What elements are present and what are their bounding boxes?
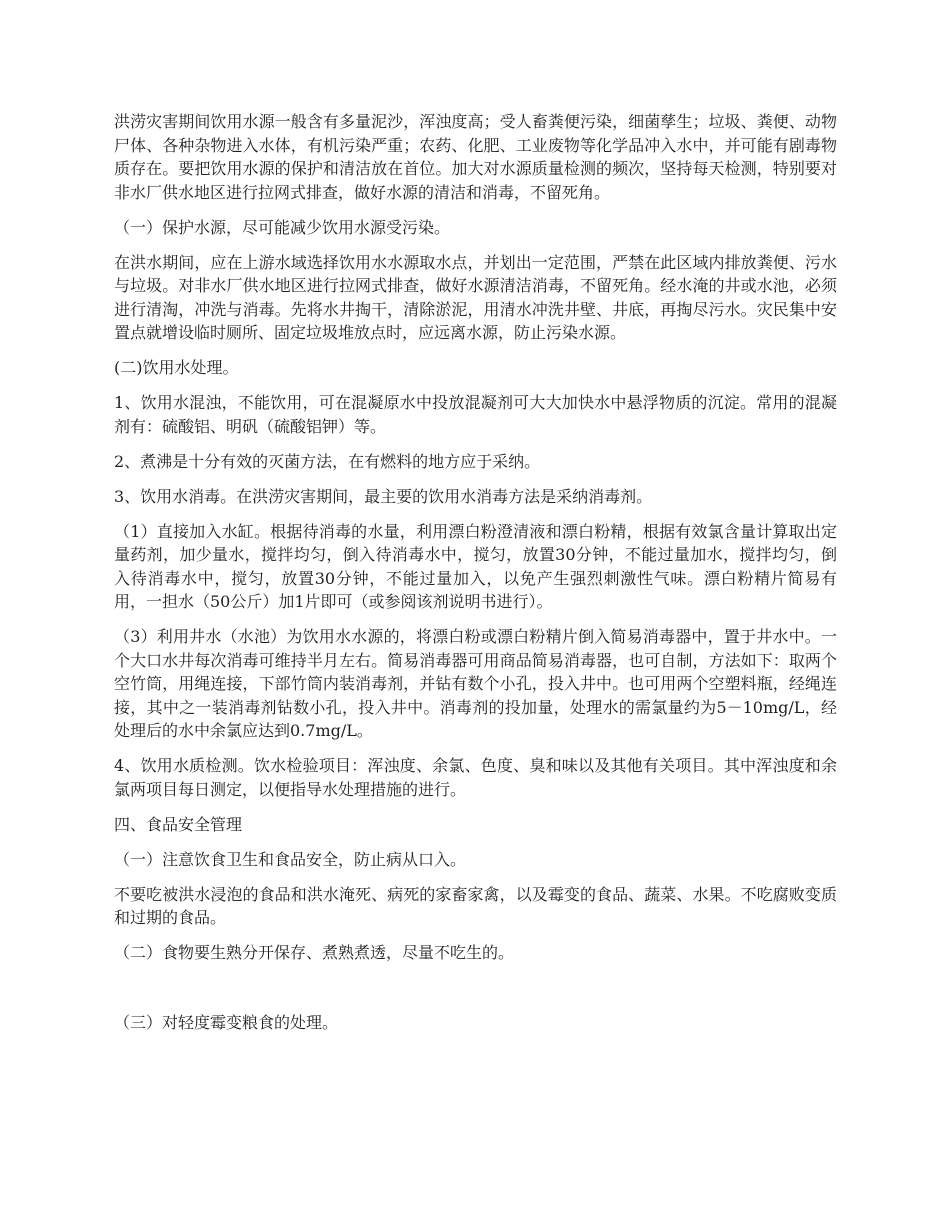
paragraph-well-disinfection: （3）利用井水（水池）为饮用水水源的，将漂白粉或漂白粉精片倒入简易消毒器中，置于井水中。一个大口水井每次消毒可维持半月左右。简易消毒器可用商品简易消毒器，也可自制，方法如下：取两个空竹筒，用绳连接，下部竹筒内装消毒剂，并钻有数个小孔，投入井中。也可用两个空塑料瓶，经绳连接，其中之一装消毒剂钻数小孔，投入井中。消毒剂的投加量，处理水的需氯量约为5－10mg/L，经处理后的水中余氯应达到0.7mg/L。 (114, 627, 837, 740)
paragraph-water-quality-testing: 4、饮用水质检测。饮水检验项目：浑浊度、余氯、色度、臭和味以及其他有关项目。其中浑浊度和余氯两项目每日测定，以便指导水处理措施的进行。 (114, 756, 837, 799)
paragraph-coagulation: 1、饮用水混浊，不能饮用，可在混凝原水中投放混凝剂可大大加快水中悬浮物质的沉淀。常用的混凝剂有：硫酸铝、明矾（硫酸铝钾）等。 (114, 393, 837, 436)
subheading-food-hygiene: （一）注意饮食卫生和食品安全，防止病从口入。 (114, 849, 467, 869)
section-heading-water-treatment: (二)饮用水处理。 (114, 358, 239, 377)
paragraph-boiling: 2、煮沸是十分有效的灭菌方法，在有燃料的地方应于采纳。 (114, 451, 541, 471)
section-heading-protect-water-source: （一）保护水源，尽可能减少饮用水源受污染。 (114, 217, 451, 237)
paragraph-food-hygiene: 不要吃被洪水浸泡的食品和洪水淹死、病死的家畜家禽，以及霉变的食品、蔬菜、水果。不吃腐败变质和过期的食品。 (114, 884, 837, 927)
paragraph-protect-water-source: 在洪水期间，应在上游水域选择饮用水水源取水点，并划出一定范围，严禁在此区域内排放粪便、污水与垃圾。对非水厂供水地区进行拉网式排查，做好水源清洁消毒，不留死角。经水淹的井或水池，必须进行清淘，冲洗与消毒。先将水井掏干，清除淤泥，用清水冲洗井壁、井底，再掏尽污水。灾民集中安置点就增设临时厕所、固定垃圾堆放点时，应远离水源，防止污染水源。 (114, 252, 837, 342)
subheading-moldy-grain: （三）对轻度霉变粮食的处理。 (114, 1012, 339, 1032)
subheading-raw-cooked-separation: （二）食物要生熟分开保存、煮熟煮透，尽量不吃生的。 (114, 943, 515, 962)
paragraph-disinfection: 3、饮用水消毒。在洪涝灾害期间，最主要的饮用水消毒方法是采纳消毒剂。 (114, 486, 653, 506)
section-heading-food-safety: 四、食品安全管理 (114, 814, 243, 834)
paragraph-water-tank-disinfection: （1）直接加入水缸。根据待消毒的水量，利用漂白粉澄清液和漂白粉精，根据有效氯含量计算取出定量药剂，加少量水，搅拌均匀，倒入待消毒水中，搅匀，放置30分钟，不能过量加水，搅拌均匀，倒入待消毒水中，搅匀，放置30分钟，不能过量加入，以免产生强烈刺激性气味。漂白粉精片简易有用，一担水（50公斤）加1片即可（或参阅该剂说明书进行）。 (114, 521, 837, 611)
paragraph-intro: 洪涝灾害期间饮用水源一般含有多量泥沙，浑浊度高；受人畜粪便污染，细菌孳生；垃圾、粪便、动物尸体、各种杂物进入水体，有机污染严重；农药、化肥、工业废物等化学品冲入水中，并可能有剧毒物质存在。要把饮用水源的保护和清洁放在首位。加大对水源质量检测的频次，坚持每天检测，特别要对非水厂供水地区进行拉网式排查，做好水源的清洁和消毒，不留死角。 (114, 112, 837, 202)
